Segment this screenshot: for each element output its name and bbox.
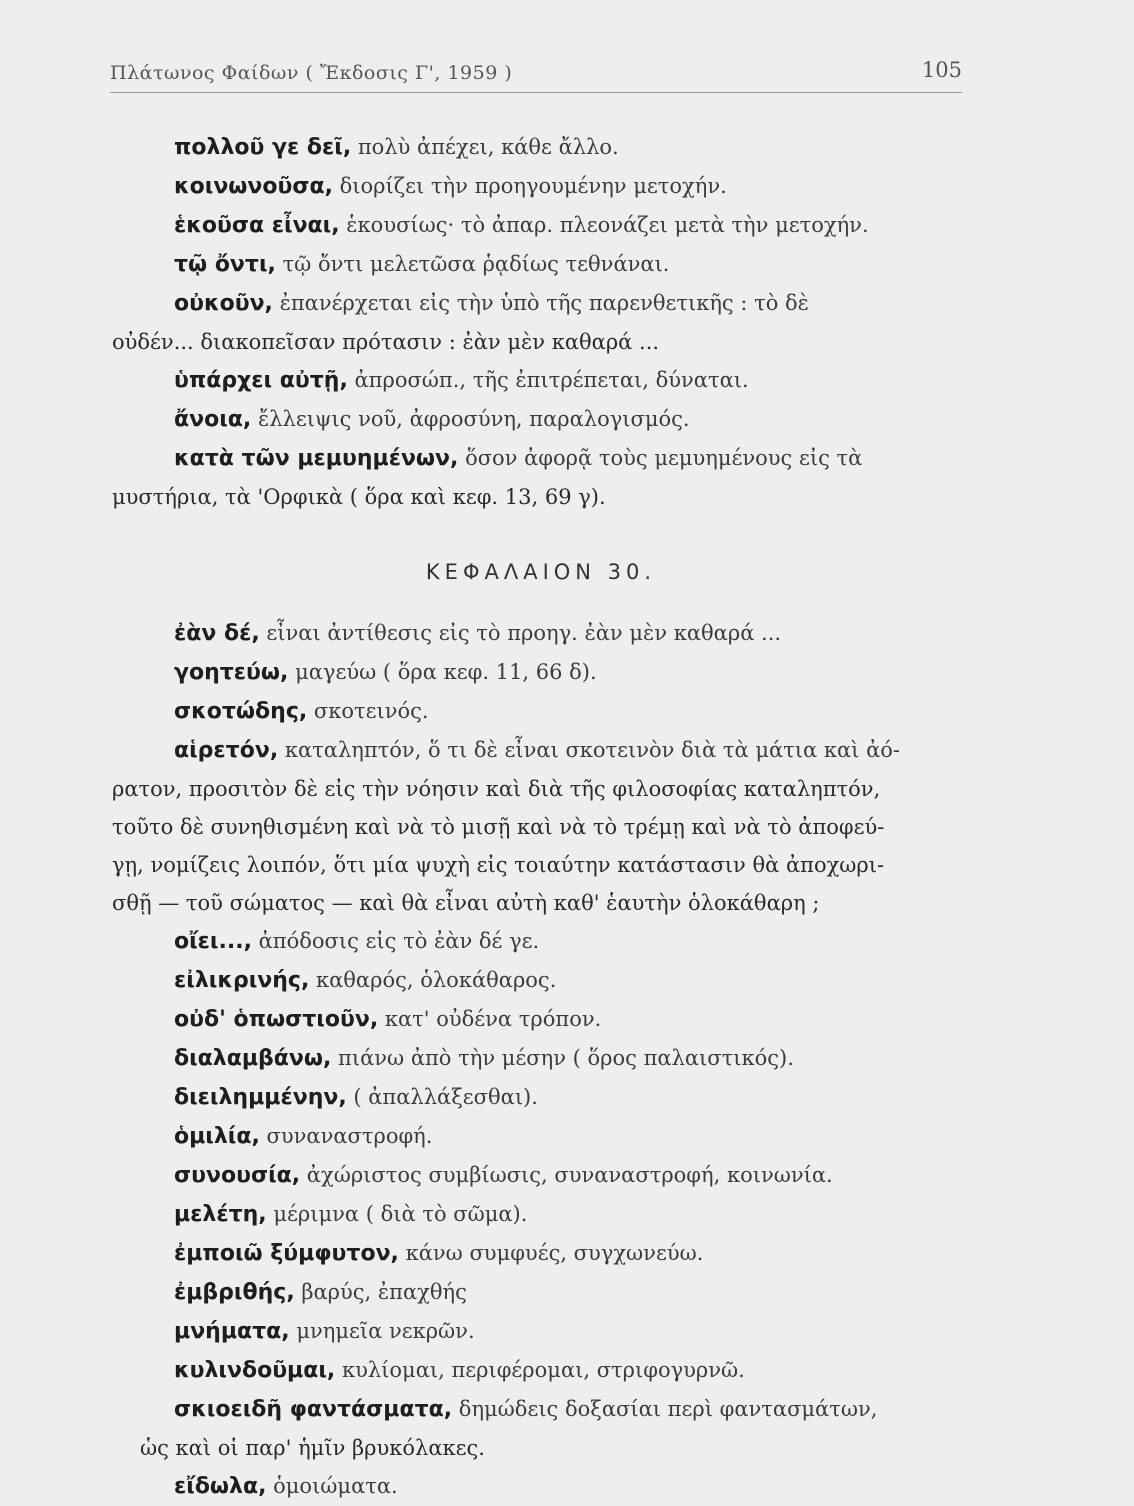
entry-term: τῷ ὄντι,: [174, 252, 276, 277]
glossary-entry: [112, 167, 970, 206]
glossary-entry: [112, 653, 970, 692]
entry-continuation: οὐδέν... διακοπεῖσαν πρότασιν : ἐὰν μὲν καθαρά ...: [112, 330, 660, 354]
glossary-entry: [112, 1467, 970, 1506]
entry-term: ὁμιλία,: [174, 1124, 260, 1149]
entry-gloss: μαγεύω ( ὅρα κεφ. 11, 66 δ).: [288, 660, 597, 684]
entry-term: συνουσία,: [174, 1163, 301, 1188]
entry-term: πολλοῦ γε δεῖ,: [174, 135, 352, 160]
glossary-entry: [112, 400, 970, 439]
running-title: Πλάτωνος Φαίδων ( Ἔκδοσις Γ', 1959 ): [110, 62, 513, 84]
glossary-entry: [112, 245, 970, 284]
glossary-entry: [112, 206, 970, 245]
entry-term: γοητεύω,: [174, 660, 289, 685]
glossary-entry: [112, 1390, 970, 1429]
entry-gloss: βαρύς, ἐπαχθής: [294, 1280, 467, 1304]
running-header: [110, 58, 962, 93]
entry-term: σκιοειδῆ φαντάσματα,: [174, 1397, 453, 1422]
entry-term: διαλαμβάνω,: [174, 1046, 332, 1071]
glossary-section-1: [112, 128, 970, 516]
page-number: 105: [921, 58, 962, 82]
glossary-entry: [112, 1351, 970, 1390]
entry-gloss: ὁμοιώματα.: [266, 1474, 398, 1498]
entry-term: οἴει...,: [174, 929, 252, 954]
entry-gloss: μνημεῖα νεκρῶν.: [289, 1319, 475, 1343]
entry-term: μελέτη,: [174, 1202, 267, 1227]
entry-term: ἐμποιῶ ξύμφυτον,: [174, 1241, 399, 1266]
entry-continuation: τοῦτο δὲ συνηθισμένη καὶ νὰ τὸ μισῇ καὶ νὰ τὸ τρέμῃ καὶ νὰ τὸ ἀποφεύ-: [112, 815, 885, 839]
entry-continuation: σθῇ — τοῦ σώματος — καὶ θὰ εἶναι αὐτὴ καθ' ἑαυτὴν ὁλοκάθαρη ;: [112, 891, 820, 915]
glossary-entry: [112, 1273, 970, 1312]
glossary-entry: [112, 614, 970, 653]
entry-term: ἐμβριθής,: [174, 1280, 295, 1305]
glossary-entry: [112, 1078, 970, 1117]
entry-term: κοινωνοῦσα,: [174, 174, 333, 199]
entry-gloss: καταληπτόν, ὅ τι δὲ εἶναι σκοτεινὸν διὰ τὰ μάτια καὶ ἀό-: [278, 738, 901, 762]
entry-term: αἱρετόν,: [174, 738, 279, 763]
entry-term: εἰλικρινής,: [174, 968, 310, 993]
entry-continuation: γῃ, νομίζεις λοιπόν, ὅτι μία ψυχὴ εἰς τοιαύτην κατάστασιν θὰ ἀποχωρι-: [112, 853, 885, 877]
entry-gloss: ἐπανέρχεται εἰς τὴν ὑπὸ τῆς παρενθετικῆς : τὸ δὲ: [272, 291, 809, 315]
entry-gloss: κυλίομαι, περιφέρομαι, στριφογυρνῶ.: [335, 1358, 745, 1382]
entry-term: ἐὰν δέ,: [174, 621, 260, 646]
entry-gloss: καθαρός, ὁλοκάθαρος.: [309, 968, 557, 992]
entry-term: κυλινδοῦμαι,: [174, 1358, 336, 1383]
entry-gloss: ἀπροσώπ., τῆς ἐπιτρέπεται, δύναται.: [347, 368, 749, 392]
glossary-entry: [112, 1000, 970, 1039]
entry-gloss: σκοτεινός.: [307, 699, 429, 723]
entry-gloss: τῷ ὄντι μελετῶσα ῥᾳδίως τεθνάναι.: [275, 252, 670, 276]
entry-gloss: μέριμνα ( διὰ τὸ σῶμα).: [266, 1202, 528, 1226]
entry-gloss: ἀπόδοσις εἰς τὸ ἐὰν δέ γε.: [251, 929, 540, 953]
entry-gloss: εἶναι ἀντίθεσις εἰς τὸ προηγ. ἐὰν μὲν καθαρά ...: [259, 621, 782, 645]
glossary-entry: [112, 1234, 970, 1273]
glossary-section-2: [112, 614, 970, 1506]
entry-term: σκοτώδης,: [174, 699, 308, 724]
entry-term: κατὰ τῶν μεμυημένων,: [174, 446, 459, 471]
glossary-entry: [112, 731, 970, 770]
entry-continuation: ὡς καὶ οἱ παρ' ἡμῖν βρυκόλακες.: [140, 1436, 485, 1460]
glossary-entry: [112, 692, 970, 731]
entry-term: εἴδωλα,: [174, 1474, 267, 1499]
glossary-entry: [112, 1312, 970, 1351]
entry-gloss: ἔλλειψις νοῦ, ἀφροσύνη, παραλογισμός.: [251, 407, 690, 431]
glossary-entry: [112, 1195, 970, 1234]
entry-term: ἑκοῦσα εἶναι,: [174, 213, 340, 238]
entry-gloss: πιάνω ἀπὸ τὴν μέσην ( ὅρος παλαιστικός).: [331, 1046, 794, 1070]
entry-continuation: ρατον, προσιτὸν δὲ εἰς τὴν νόησιν καὶ διὰ τῆς φιλοσοφίας καταληπτόν,: [112, 777, 881, 801]
glossary-entry: [112, 961, 970, 1000]
entry-gloss: πολὺ ἀπέχει, κάθε ἄλλο.: [351, 135, 619, 159]
chapter-title: ΚΕΦΑΛΑΙΟΝ 30.: [425, 560, 657, 584]
entry-gloss: κάνω συμφυές, συγχωνεύω.: [398, 1241, 704, 1265]
entry-term: διειλημμένην,: [174, 1085, 347, 1110]
glossary-entry: [112, 284, 970, 323]
entry-gloss: δημώδεις δοξασίαι περὶ φαντασμάτων,: [452, 1397, 878, 1421]
glossary-entry: [112, 439, 970, 478]
entry-gloss: συναναστροφή.: [259, 1124, 433, 1148]
glossary-entry: [112, 128, 970, 167]
entry-gloss: ἑκουσίως· τὸ ἀπαρ. πλεονάζει μετὰ τὴν μετοχήν.: [339, 213, 869, 237]
glossary-entry: [112, 361, 970, 400]
entry-gloss: ὅσον ἀφορᾷ τοὺς μεμυημένους εἰς τὰ: [458, 446, 863, 470]
page-body: [112, 128, 970, 1506]
entry-term: μνήματα,: [174, 1319, 290, 1344]
entry-term: ὑπάρχει αὐτῇ,: [174, 368, 348, 393]
entry-gloss: ( ἀπαλλάξεσθαι).: [346, 1085, 538, 1109]
glossary-entry: [112, 1117, 970, 1156]
entry-gloss: ἀχώριστος συμβίωσις, συναναστροφή, κοινωνία.: [300, 1163, 833, 1187]
entry-term: οὐκοῦν,: [174, 291, 273, 316]
entry-term: ἄνοια,: [174, 407, 252, 432]
entry-gloss: κατ' οὐδένα τρόπον.: [378, 1007, 602, 1031]
entry-term: οὐδ' ὁπωστιοῦν,: [174, 1007, 379, 1032]
glossary-entry: [112, 1039, 970, 1078]
glossary-entry: [112, 922, 970, 961]
glossary-entry: [112, 1156, 970, 1195]
entry-continuation: μυστήρια, τὰ 'Ορφικὰ ( ὅρα καὶ κεφ. 13, 69 γ).: [112, 485, 606, 509]
entry-gloss: διορίζει τὴν προηγουμένην μετοχήν.: [332, 174, 727, 198]
